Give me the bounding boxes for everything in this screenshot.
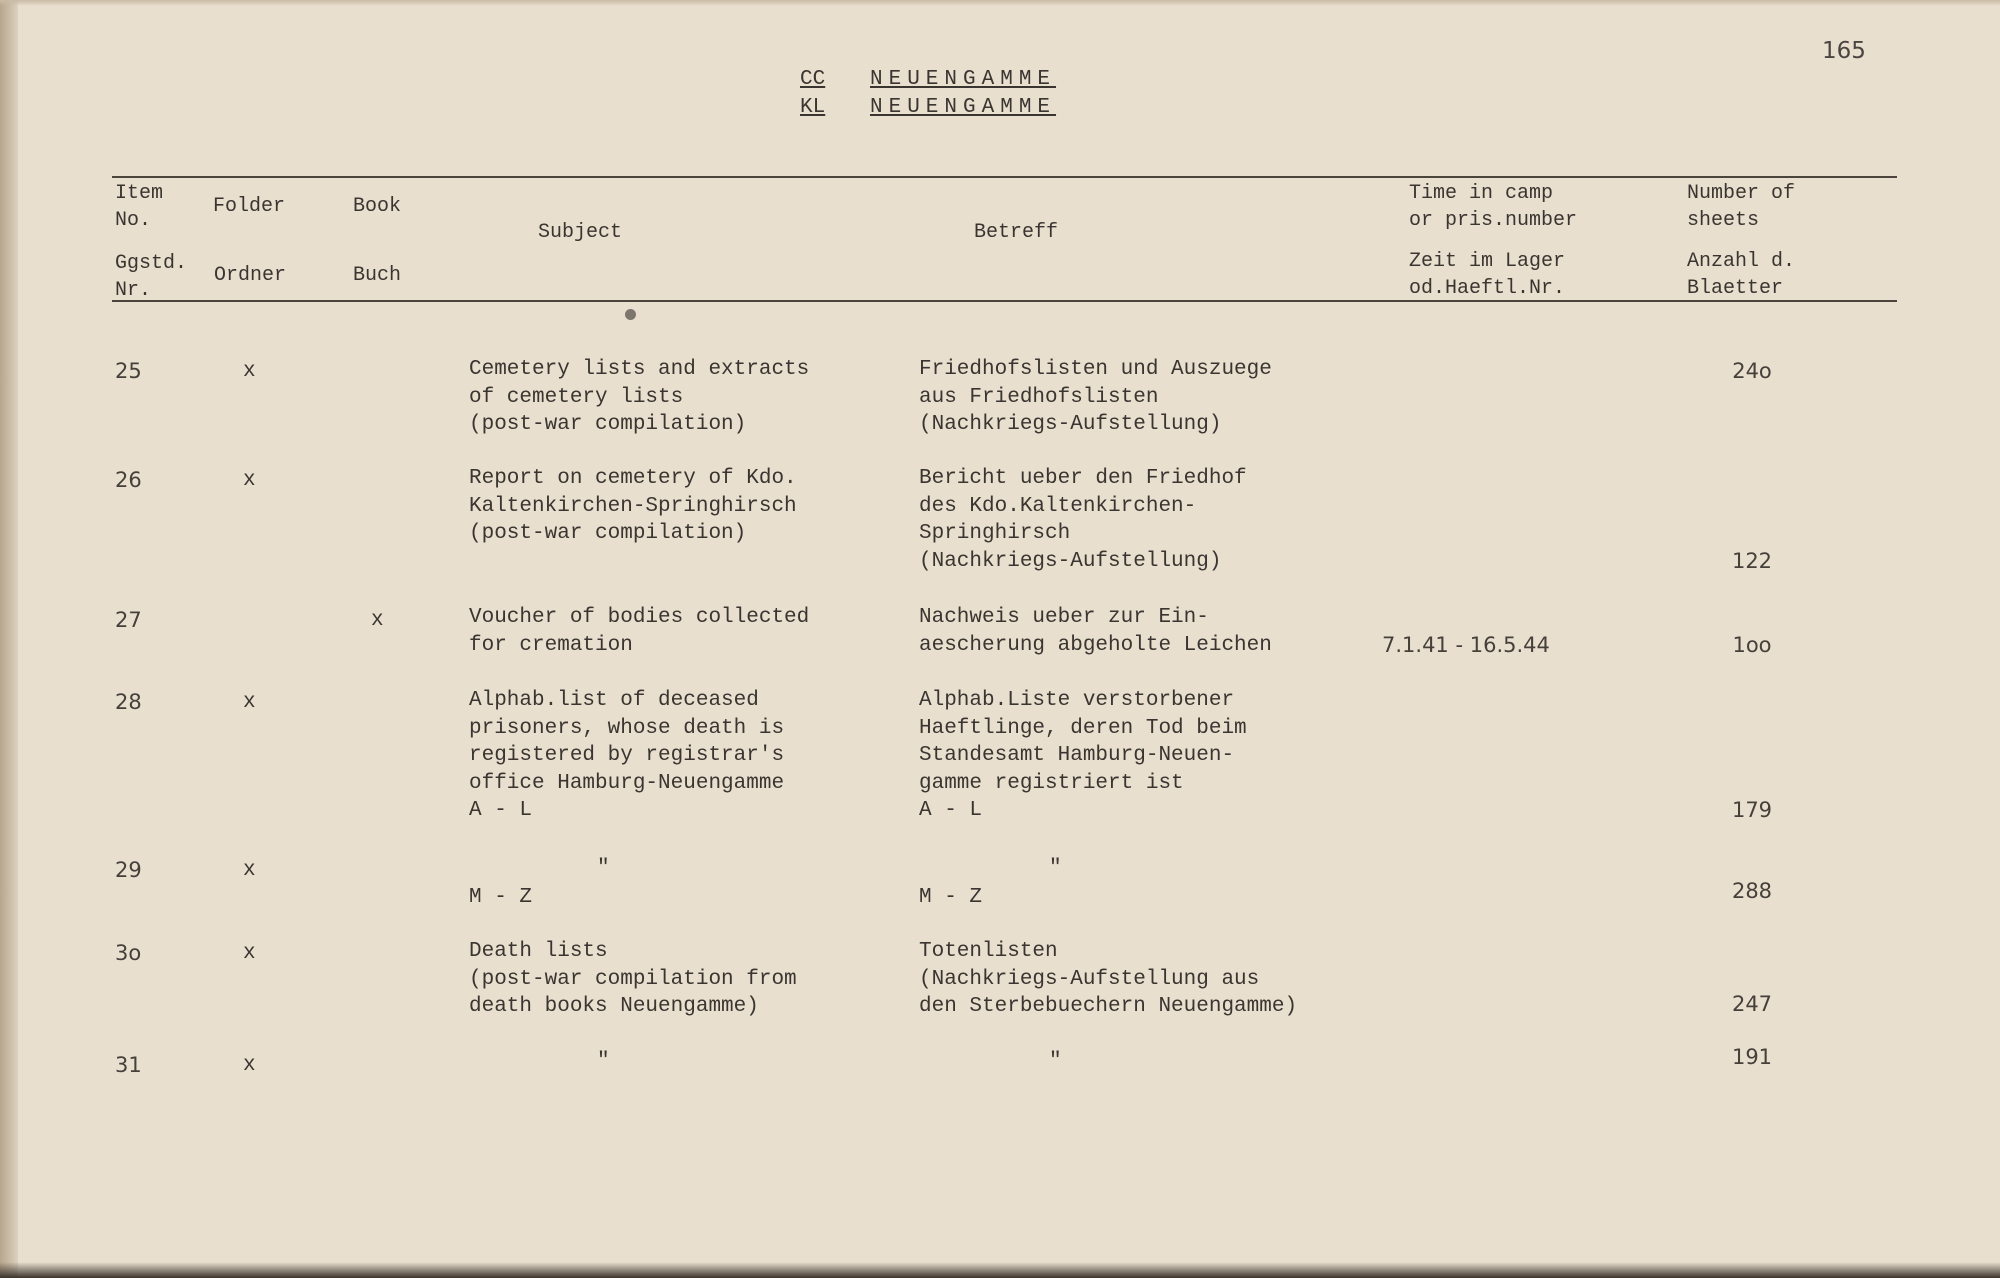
heading-camp-name-en: NEUENGAMME [870,68,1057,91]
sheet-count: 288 [1731,879,1773,903]
header-book-en: Book [353,195,402,218]
folder-mark: x [243,691,256,714]
ink-spot [625,309,636,320]
subject-text: Death lists (post-war compilation from death books Neuengamme) [469,940,797,1018]
item-number: 28 [115,690,142,714]
betreff-text: Bericht ueber den Friedhof des Kdo.Kaltenkirchen- Springhirsch (Nachkriegs-Aufstellung) [919,467,1247,573]
header-sheets-en: Number of sheets [1687,182,1796,232]
betreff-text: M - Z [919,886,983,909]
page-top-edge [0,0,2000,6]
folder-mark: x [243,469,256,492]
folder-mark: x [243,360,256,383]
time-in-camp: 7.1.41 - 16.5.44 [1382,633,1550,657]
header-item-en: Item No. [115,182,164,232]
subject-ditto-mark: " [597,857,610,880]
document-heading [800,66,1056,122]
header-time-en: Time in camp or pris.number [1409,182,1578,232]
sheet-count: 247 [1731,992,1773,1016]
folder-mark: x [243,859,256,882]
subject-text: M - Z [469,886,533,909]
item-number: 25 [115,359,142,383]
subject-text: Report on cemetery of Kdo. Kaltenkirchen-Springhirsch (post-war compilation) [469,467,797,545]
betreff-text: Totenlisten (Nachkriegs-Aufstellung aus den Sterbebuechern Neuengamme) [919,940,1298,1018]
subject-ditto-mark: " [597,1050,610,1073]
header-book-de: Buch [353,264,402,287]
sheet-count: 191 [1731,1045,1773,1069]
item-number: 3o [115,941,142,965]
sheet-count: 122 [1731,549,1773,573]
heading-abbr-cc: CC [800,68,826,91]
heading-line-kl [800,94,1056,122]
page-bottom-edge [0,1262,2000,1278]
table-top-rule [112,176,1897,178]
header-folder-de: Ordner [214,264,287,287]
item-number: 27 [115,608,142,632]
betreff-text: Nachweis ueber zur Ein- aescherung abgeholte Leichen [919,606,1272,657]
header-folder-en: Folder [213,195,286,218]
betreff-text: Friedhofslisten und Auszuege aus Friedhofslisten (Nachkriegs-Aufstellung) [919,358,1272,436]
betreff-ditto-mark: " [1049,1050,1062,1073]
sheet-count: 1oo [1732,633,1772,657]
heading-abbr-kl: KL [800,96,826,119]
folder-mark: x [243,1054,256,1077]
page-number: 165 [1822,38,1866,64]
table-header-rule [112,300,1897,302]
heading-camp-name-de: NEUENGAMME [870,96,1057,119]
subject-text: Alphab.list of deceased prisoners, whose death is registered by registrar's office Hamburg-Neuengamme A - L [469,689,785,822]
header-subject: Subject [538,221,623,244]
header-betreff: Betreff [974,221,1059,244]
sheet-count: 179 [1731,798,1773,822]
item-number: 29 [115,858,142,882]
book-binding [0,0,18,1278]
betreff-text: Alphab.Liste verstorbener Haeftlinge, deren Tod beim Standesamt Hamburg-Neuen- gamme registriert ist A - L [919,689,1247,822]
item-number: 26 [115,468,142,492]
header-time-de: Zeit im Lager od.Haeftl.Nr. [1409,250,1566,300]
item-number: 31 [115,1053,142,1077]
heading-line-cc [800,66,1056,94]
sheet-count: 24o [1732,359,1772,383]
subject-text: Voucher of bodies collected for cremation [469,606,810,657]
subject-text: Cemetery lists and extracts of cemetery lists (post-war compilation) [469,358,810,436]
betreff-ditto-mark: " [1049,857,1062,880]
book-mark: x [371,609,384,632]
header-sheets-de: Anzahl d. Blaetter [1687,250,1796,300]
header-item-de: Ggstd. Nr. [115,252,188,302]
folder-mark: x [243,942,256,965]
